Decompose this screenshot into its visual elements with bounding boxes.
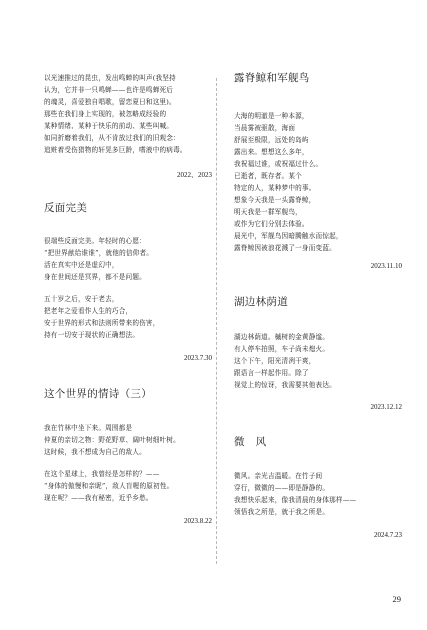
poem-title: 露脊鲸和军舰鸟 xyxy=(234,72,310,84)
poem-date: 2023.11.10 xyxy=(370,262,402,270)
poem-line: 认为，它并非一只鸣蝉——也许是鸣蝉死后 xyxy=(44,86,174,94)
poem-line: 以光速推过的昆虫，发出鸣蝉的叫声(我坚持 xyxy=(44,74,176,82)
poem-line: 有人停车拍照，车子尚未熄火。 xyxy=(234,345,330,353)
poem-line: 在这个星球上，我曾经是怎样的？—— xyxy=(44,470,160,478)
poem-date: 2023.7.30 xyxy=(184,354,212,362)
poem-line: 已逝者，既存者。某个 xyxy=(234,172,302,180)
poem-line: 的魂灵，喜爱独自唱歌，留恋夏日和这里)。 xyxy=(44,98,176,106)
poem-line: 身在世间还是冥界，都不是问题。 xyxy=(44,273,146,281)
poem-line: 追赃着受伤猎物的轩晃多巨龄，嗜液中的病毒。 xyxy=(44,146,187,154)
poem-line: 仲夏的亲切之物：野花野草、阔叶树细叶树。 xyxy=(44,436,180,444)
poem-line: 现在呢？——我有秘密，近乎乡愁。 xyxy=(44,494,153,502)
poem-line: 跟语言一样起作用。除了 xyxy=(234,369,309,377)
poem-line: 特定的人，某种梦中的事。 xyxy=(234,184,316,192)
poem-line: “身体的傲慢和亲昵”，敌人盲喔的原初性。 xyxy=(44,482,174,490)
poem-line: 露脊鲸因被浪花溅了一身而变蓝。 xyxy=(234,244,336,252)
poem-title: 微 风 xyxy=(234,436,267,448)
poem-line: 如同折磨着我们，从不肯放过我们的旧观念： xyxy=(44,134,180,142)
poem-line: 我在竹林中坐下来。周围都是 xyxy=(44,424,133,432)
poem-title: 湖边林荫道 xyxy=(234,296,288,308)
poem-line: 安于世界的形式和法则所带来的伤害， xyxy=(44,319,160,327)
poem-line: 活在真实中还是虚幻中， xyxy=(44,261,119,269)
poem-line: 大海的明澈是一种本源， xyxy=(234,112,309,120)
poem-line: 很端些反面完美。年轻时的心愿： xyxy=(44,237,146,245)
poem-line: 某种情绪、某种于快乐的前动、某些叫喊。 xyxy=(44,122,174,130)
poem-title: 这个世界的情诗（三） xyxy=(44,388,152,400)
poem-line: “把世界献给谁谁”，就他的信仰者。 xyxy=(44,249,154,257)
poem-line: 这个下午，阳光清冽干爽， xyxy=(234,357,316,365)
poem-date: 2023.8.22 xyxy=(184,517,212,525)
poem-line: 视觉上的惊讶，我需要其他表达。 xyxy=(234,381,336,389)
poem-line: 微风。亲光吉温暖。在竹子间 xyxy=(234,472,323,480)
poem-line: 当晨雾被驱散，海面 xyxy=(234,124,296,132)
page-number: 29 xyxy=(392,594,401,604)
poem-line: 把老年之爱看作人生的巧合， xyxy=(44,307,133,315)
poem-line: 领悟我之所是，就于我之所是。 xyxy=(234,508,330,516)
poem-line: 我祝福过谁，或祝福过什么。 xyxy=(234,160,323,168)
poem-line: 这时候，我不想成为自己的敌人。 xyxy=(44,448,146,456)
poem-date: 2024.7.23 xyxy=(374,531,402,539)
column-divider xyxy=(216,78,217,564)
poem-date: 2023.12.12 xyxy=(370,403,402,411)
poem-line: 穿行，微微的——即是静静的。 xyxy=(234,484,330,492)
poem-line: 湖边林荫道。槭树的金黄静谧。 xyxy=(234,333,330,341)
poem-line: 我想快乐起来，像我清晨的身体那样—— xyxy=(234,496,357,504)
poem-title: 反面完美 xyxy=(44,202,88,214)
poem-line: 或作为它们分别去体验。 xyxy=(234,220,309,228)
poem-line: 舒展至极限，远处的岛屿 xyxy=(234,136,309,144)
poem-line: 想象今天我是一头露脊鲸， xyxy=(234,196,316,204)
poem-line: 那些在我们身上实现的，被忽略成经验的 xyxy=(44,110,167,118)
poem-line: 露出来。想想这么多年， xyxy=(234,148,309,156)
poem-line: 明天我是一群军舰鸟， xyxy=(234,208,302,216)
poem-line: 晨光中，军舰鸟因暗腾触水而惊起， xyxy=(234,232,343,240)
poem-date: 2022、2023 xyxy=(177,171,212,179)
poem-line: 持有一切安于现状的正确想法。 xyxy=(44,331,140,339)
poem-line: 五十岁之后，安于老去， xyxy=(44,295,119,303)
